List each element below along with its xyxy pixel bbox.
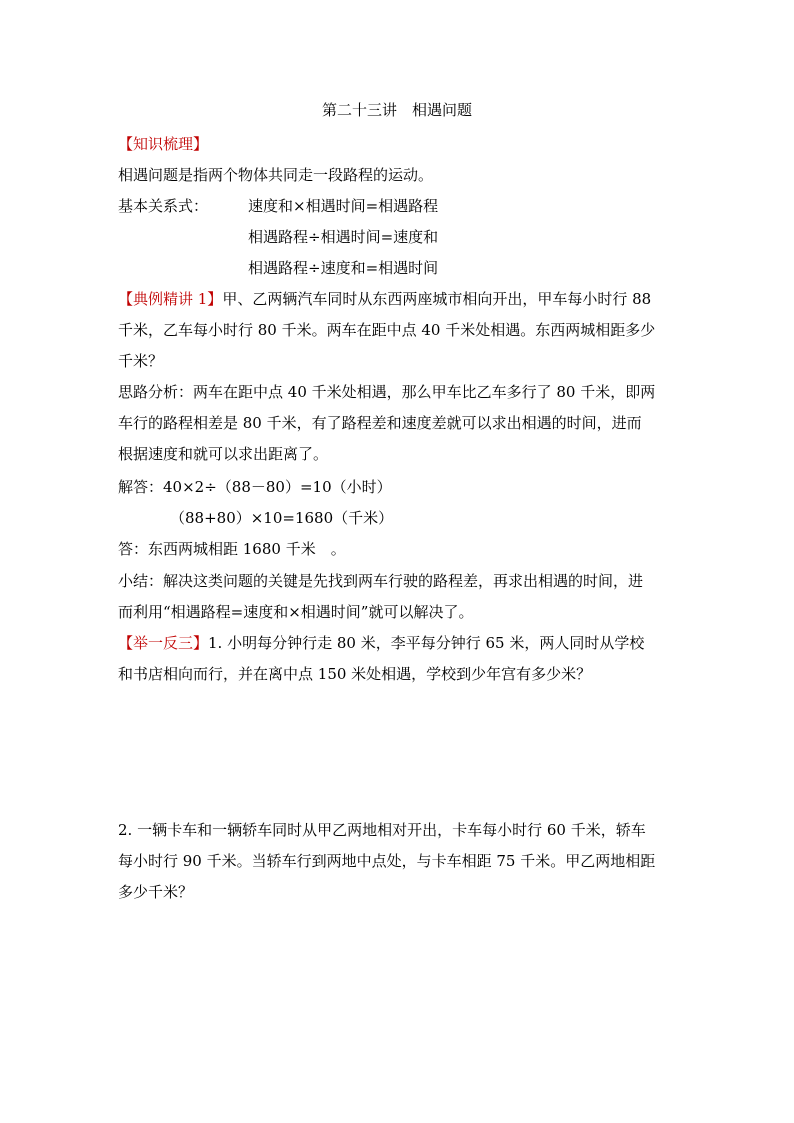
practice-heading: 【举一反三】	[118, 634, 209, 652]
answer-line: 答：东西两城相距 1680 千米 。	[118, 540, 346, 558]
analysis-line-3: 根据速度和就可以求出距离了。	[118, 445, 329, 463]
formula-3: 相遇路程÷速度和=相遇时间	[248, 259, 439, 277]
example-text-1: 甲、乙两辆汽车同时从东西两座城市相向开出，甲车每小时行 88	[222, 290, 652, 308]
practice-q2-line-3: 多少千米？	[118, 883, 194, 901]
analysis-line-1: 思路分析：两车在距中点 40 千米处相遇，那么甲车比乙车多行了 80 千米，即两	[118, 383, 656, 401]
example-line-1	[118, 290, 651, 308]
solution-row-1	[118, 478, 392, 496]
practice-q1-line-2: 和书店相向而行，并在离中点 150 米处相遇，学校到少年宫有多少米？	[118, 665, 592, 683]
formula-row-1	[118, 197, 438, 215]
relation-label: 基本关系式：	[118, 197, 209, 215]
knowledge-heading: 【知识梳理】	[118, 135, 209, 153]
practice-q2-line-2: 每小时行 90 千米。当轿车行到两地中点处，与卡车相距 75 千米。甲乙两地相距	[118, 852, 656, 870]
example-text-2: 千米，乙车每小时行 80 千米。两车在距中点 40 千米处相遇。东西两城相距多少	[118, 321, 656, 339]
analysis-line-2: 车行的路程相差是 80 千米，有了路程差和速度差就可以求出相遇的时间，进而	[118, 414, 642, 432]
formula-2: 相遇路程÷相遇时间=速度和	[248, 228, 439, 246]
solution-step-2: （88+80）×10=1680（千米）	[170, 509, 394, 527]
summary-line-1: 小结：解决这类问题的关键是先找到两车行驶的路程差，再求出相遇的时间，进	[118, 572, 644, 590]
formula-1: 速度和×相遇时间=相遇路程	[248, 197, 439, 215]
page-title: 第二十三讲 相遇问题	[321, 101, 472, 119]
knowledge-definition: 相遇问题是指两个物体共同走一段路程的运动。	[118, 166, 434, 184]
summary-line-2: 而利用“相遇路程=速度和×相遇时间”就可以解决了。	[118, 603, 474, 621]
q1-text-1: 1. 小明每分钟行走 80 米，李平每分钟行 65 米，两人同时从学校	[208, 634, 645, 652]
solution-label: 解答：	[118, 478, 164, 496]
example-heading: 【典例精讲 1】	[118, 290, 223, 308]
solution-step-1: 40×2÷（88－80）=10（小时）	[163, 478, 392, 496]
example-text-3: 千米？	[118, 352, 164, 370]
practice-q2-line-1: 2. 一辆卡车和一辆轿车同时从甲乙两地相对开出，卡车每小时行 60 千米，轿车	[118, 821, 646, 839]
practice-q1-line-1	[118, 634, 644, 652]
